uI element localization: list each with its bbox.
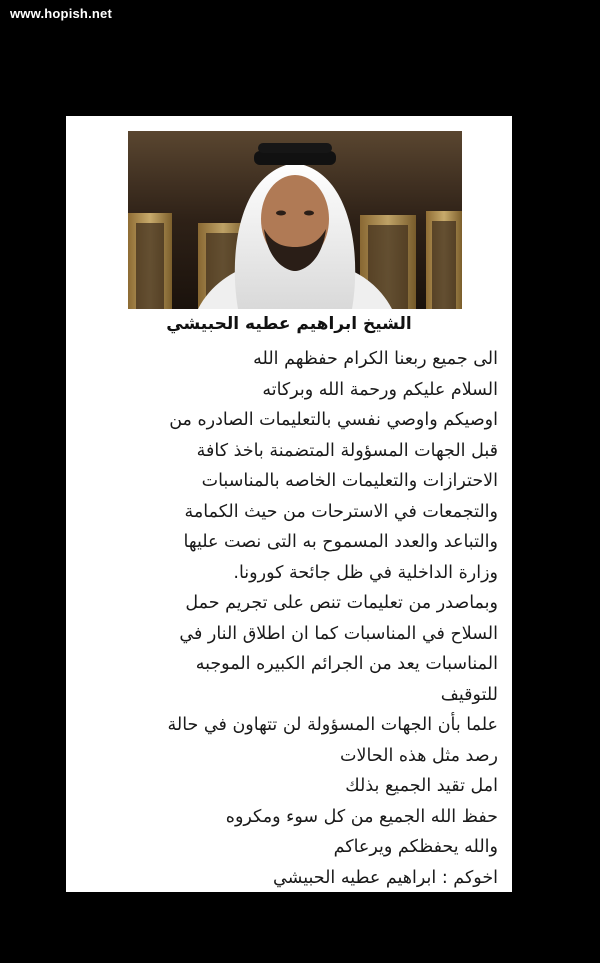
portrait-photo-icon: [128, 131, 462, 309]
message-line: المناسبات يعد من الجرائم الكبيره الموجبه: [195, 654, 498, 674]
message-line: الاحترازات والتعليمات الخاصه بالمناسبات: [201, 471, 498, 491]
message-line: حفظ الله الجميع من كل سوء ومكروه: [225, 806, 498, 827]
message-line: للتوقيف: [440, 684, 498, 705]
message-line: والتباعد والعدد المسموح به التى نصت عليها: [183, 532, 498, 552]
message-line: والتجمعات في الاسترحات من حيث الكمامة: [184, 501, 498, 522]
message-line: رصد مثل هذه الحالات: [340, 745, 498, 766]
portrait-photo: [128, 131, 462, 309]
message-line: امل تقيد الجميع بذلك: [345, 776, 498, 796]
site-watermark: www.hopish.net: [10, 6, 112, 21]
message-line: وزارة الداخلية في ظل جائحة كورونا.: [233, 562, 498, 583]
message-line: علما بأن الجهات المسؤولة لن تتهاون في حالة: [167, 715, 498, 735]
message-line: قبل الجهات المسؤولة المتضمنة باخذ كافة: [196, 440, 498, 461]
message-line: الى جميع ربعنا الكرام حفظهم الله: [253, 349, 498, 369]
message-line: اوصيكم واوصي نفسي بالتعليمات الصادره من: [169, 410, 498, 430]
message-line: السلاح في المناسبات كما ان اطلاق النار في: [179, 623, 498, 644]
message-line: اخوكم : ابراهيم عطيه الحبيشي: [273, 867, 498, 888]
message-line: وبماصدر من تعليمات تنص على تجريم حمل: [185, 593, 498, 613]
message-body: [66, 344, 512, 893]
message-line: والله يحفظكم ويرعاكم: [333, 837, 498, 857]
message-card: [66, 116, 512, 892]
message-line: السلام عليكم ورحمة الله وبركاته: [262, 379, 498, 400]
person-name-caption: الشيخ ابراهيم عطيه الحبيشي: [166, 314, 412, 334]
